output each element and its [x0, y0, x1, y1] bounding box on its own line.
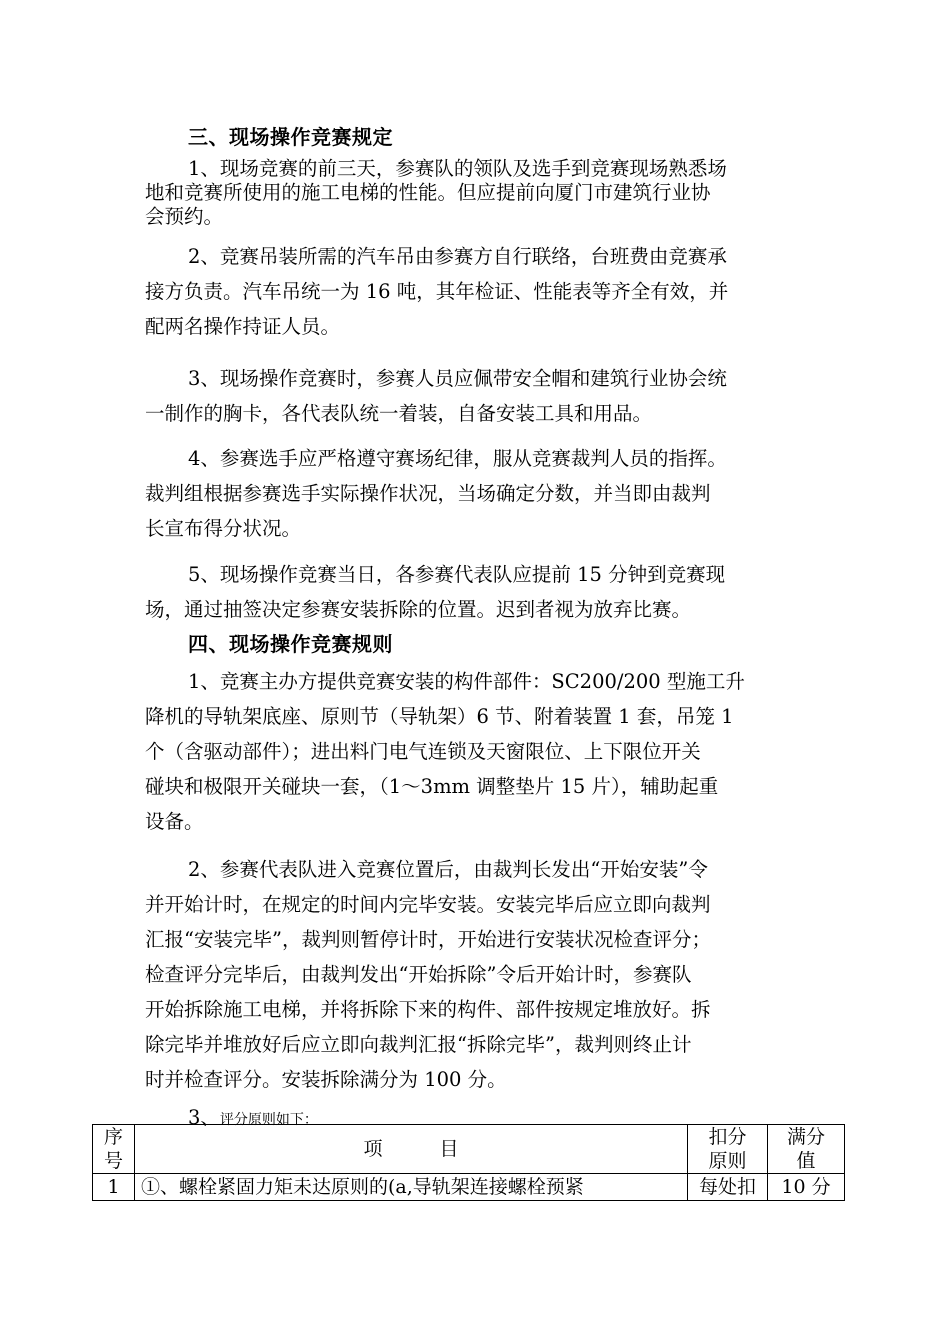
text-line: 开始拆除施工电梯，并将拆除下来的构件、部件按规定堆放好。拆 [145, 998, 711, 1021]
text-line: 碰块和极限开关碰块一套，（1～3mm 调整垫片 15 片），辅助起重 [145, 775, 719, 798]
paragraph-3-2 [145, 239, 811, 344]
text-line: 检查评分完毕后，由裁判发出“开始拆除”令后开始计时，参赛队 [145, 963, 692, 986]
table-row [93, 1174, 845, 1201]
scoring-table [92, 1124, 845, 1201]
paragraph-4-2 [145, 852, 811, 1097]
section-heading-4: 四、现场操作竞赛规则 [188, 632, 393, 656]
text-line: 2、参赛代表队进入竞赛位置后，由裁判长发出“开始安装”令 [188, 858, 708, 881]
cell-no: 1 [93, 1174, 135, 1201]
text-line: 降机的导轨架底座、原则节（导轨架）6 节、附着装置 1 套，吊笼 1 [145, 705, 734, 728]
cell-full: 10 分 [768, 1174, 845, 1201]
text-line: 3、现场操作竞赛时，参赛人员应佩带安全帽和建筑行业协会统 [188, 367, 727, 390]
text-line: 除完毕并堆放好后应立即向裁判汇报“拆除完毕”，裁判则终止计 [145, 1033, 692, 1056]
section-heading-3: 三、现场操作竞赛规定 [188, 125, 393, 149]
header-no [93, 1125, 135, 1174]
header-no-line1: 序 [103, 1126, 123, 1148]
text-line: 地和竞赛所使用的施工电梯的性能。但应提前向厦门市建筑行业协 [145, 181, 711, 204]
paragraph-3-4 [145, 441, 811, 546]
header-full-line2: 值 [796, 1150, 816, 1172]
text-line: 4、参赛选手应严格遵守赛场纪律，服从竞赛裁判人员的指挥。 [188, 447, 727, 470]
text-line: 5、现场操作竞赛当日，各参赛代表队应提前 15 分钟到竞赛现 [188, 563, 726, 586]
paragraph-3-1 [145, 157, 811, 229]
paragraph-3-3 [145, 361, 811, 431]
text-line: 场，通过抽签决定参赛安装拆除的位置。迟到者视为放弃比赛。 [145, 598, 692, 621]
text-line: 2、竞赛吊装所需的汽车吊由参赛方自行联络，台班费由竞赛承 [188, 245, 727, 268]
text-line: 并开始计时，在规定的时间内完毕安装。安装完毕后应立即向裁判 [145, 893, 711, 916]
text-line: 一制作的胸卡，各代表队统一着装，自备安装工具和用品。 [145, 402, 653, 425]
text-line: 1、竞赛主办方提供竞赛安装的构件部件：SC200/200 型施工升 [188, 670, 745, 693]
text-line: 会预约。 [145, 205, 224, 228]
header-full [768, 1125, 845, 1174]
text-line: 时并检查评分。安装拆除满分为 100 分。 [145, 1068, 507, 1091]
table-header-row [93, 1125, 845, 1174]
header-deduct-line1: 扣分 [708, 1126, 747, 1148]
header-full-line1: 满分 [786, 1126, 825, 1148]
text-line: 裁判组根据参赛选手实际操作状况，当场确定分数，并当即由裁判 [145, 482, 711, 505]
scoring-intro-number: 3、 [188, 1106, 220, 1129]
header-deduct [688, 1125, 768, 1174]
scoring-intro-text: 评分原则如下： [219, 1112, 318, 1128]
header-item: 项 目 [135, 1125, 688, 1174]
text-line: 个（含驱动部件）；进出料门电气连锁及天窗限位、上下限位开关 [145, 740, 701, 763]
header-no-line2: 号 [103, 1150, 123, 1172]
text-line: 1、现场竞赛的前三天，参赛队的领队及选手到竞赛现场熟悉场 [188, 157, 727, 180]
paragraph-3-5 [145, 557, 811, 627]
text-line: 接方负责。汽车吊统一为 16 吨，其年检证、性能表等齐全有效，并 [145, 280, 729, 303]
cell-deduct: 每处扣 [688, 1174, 768, 1201]
text-line: 设备。 [145, 810, 204, 833]
text-line: 长宣布得分状况。 [145, 517, 302, 540]
text-line: 配两名操作持证人员。 [145, 315, 341, 338]
paragraph-4-1 [145, 664, 811, 839]
header-deduct-line2: 原则 [708, 1150, 747, 1172]
text-line: 汇报“安装完毕”，裁判则暂停计时，开始进行安装状况检查评分； [145, 928, 711, 951]
cell-item: ①、螺栓紧固力矩未达原则的(a,导轨架连接螺栓预紧 [135, 1174, 688, 1201]
